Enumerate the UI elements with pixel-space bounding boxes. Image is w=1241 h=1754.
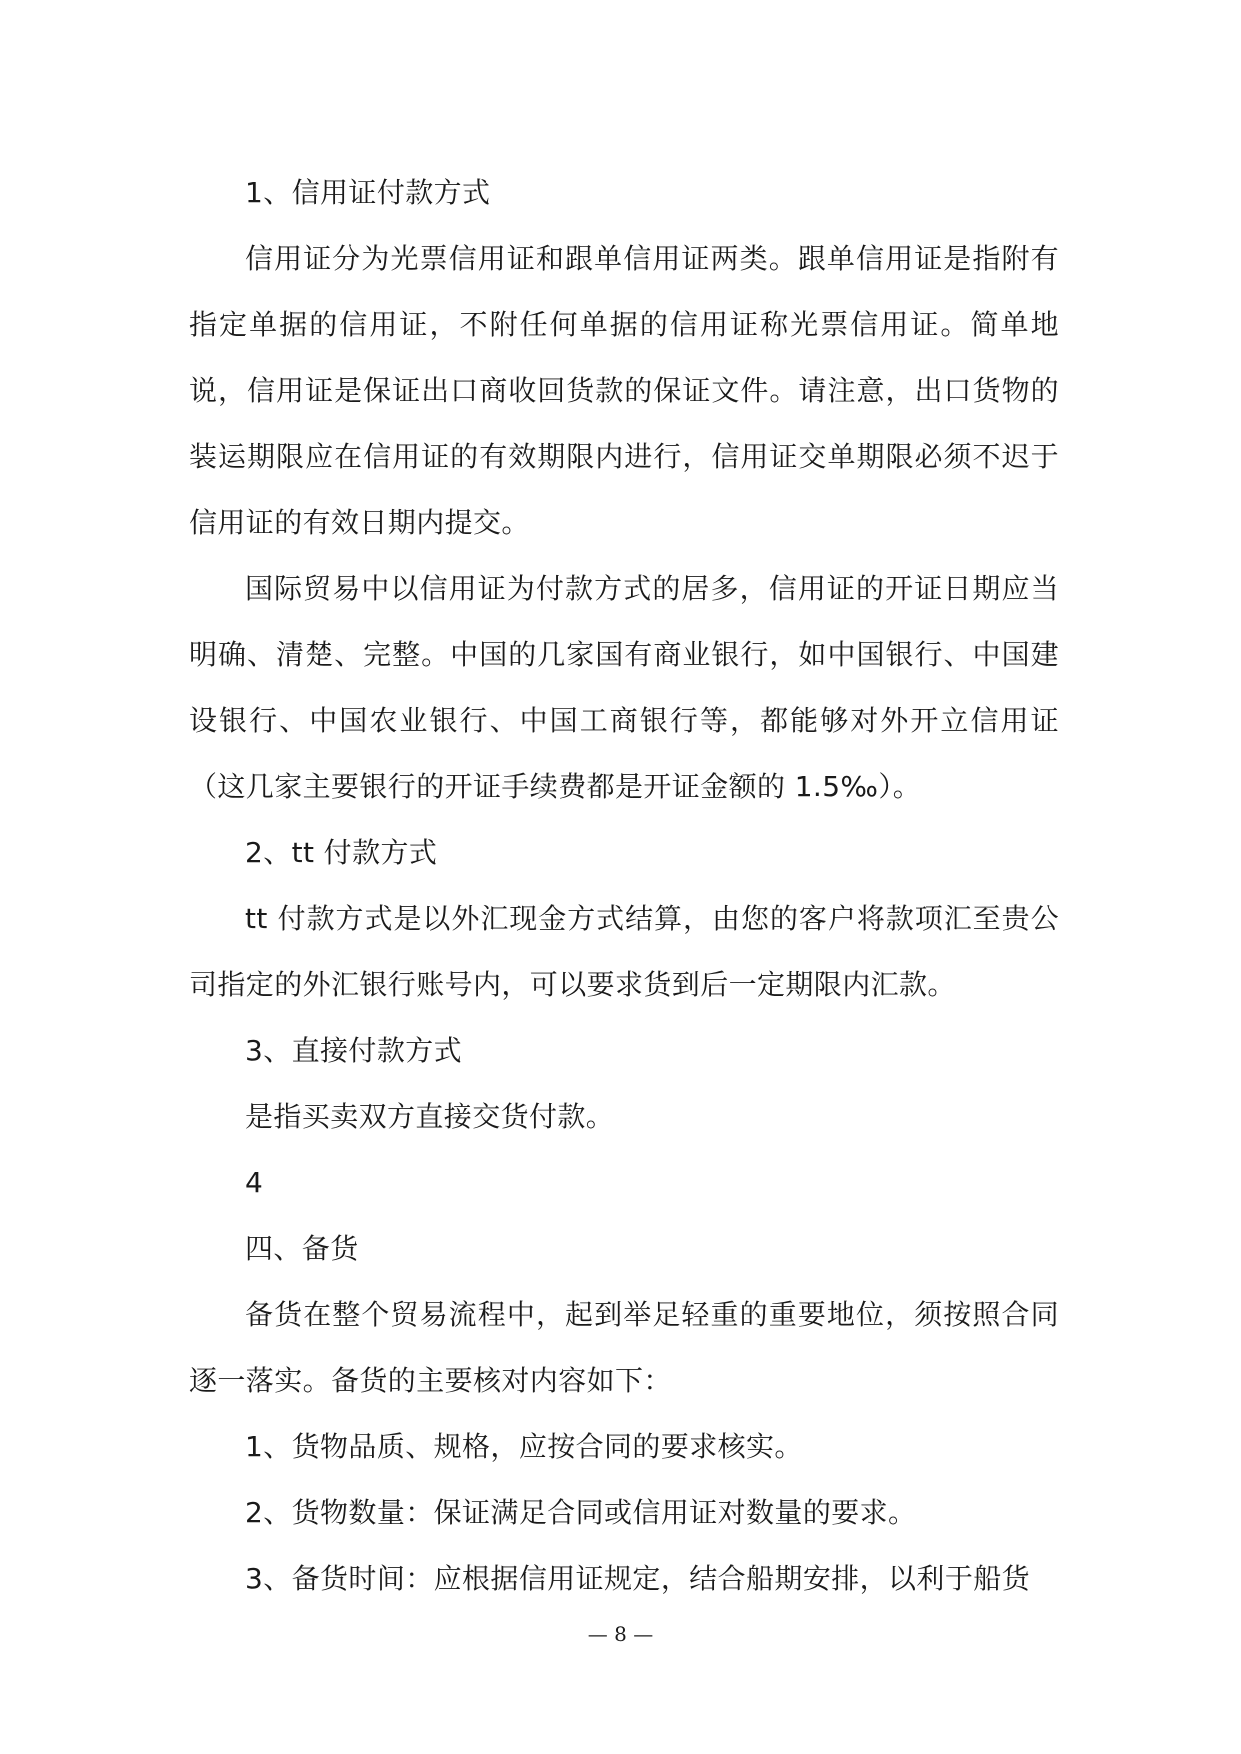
paragraph-international-trade-banks: 国际贸易中以信用证为付款方式的居多，信用证的开证日期应当明确、清楚、完整。中国的几家国有商业银行，如中国银行、中国建设银行、中国农业银行、中国工商银行等，都能够对外开立信用证（这几家主要银行的开证手续费都是开证金额的 1.5‰）。	[189, 572, 1059, 803]
list-item-quality: 1、货物品质、规格，应按合同的要求核实。	[245, 1430, 803, 1463]
list-item-quantity: 2、货物数量：保证满足合同或信用证对数量的要求。	[245, 1496, 917, 1529]
list-number-4: 4	[245, 1166, 264, 1199]
section-heading-direct-payment: 3、直接付款方式	[245, 1034, 463, 1067]
paragraph-stock-preparation: 备货在整个贸易流程中，起到举足轻重的重要地位，须按照合同逐一落实。备货的主要核对内容如下：	[189, 1298, 1059, 1397]
paragraph-letter-of-credit-types: 信用证分为光票信用证和跟单信用证两类。跟单信用证是指附有指定单据的信用证，不附任何单据的信用证称光票信用证。简单地说，信用证是保证出口商收回货款的保证文件。请注意，出口货物的装运期限应在信用证的有效期限内进行，信用证交单期限必须不迟于信用证的有效日期内提交。	[189, 242, 1059, 539]
section-heading-stock-preparation: 四、备货	[245, 1232, 359, 1265]
section-heading-letter-of-credit: 1、信用证付款方式	[245, 176, 491, 209]
list-item-timing: 3、备货时间：应根据信用证规定，结合船期安排，以利于船货	[245, 1562, 1031, 1595]
section-heading-tt-payment: 2、tt 付款方式	[245, 836, 438, 869]
page-number: — 8 —	[587, 1622, 654, 1646]
paragraph-tt-payment: tt 付款方式是以外汇现金方式结算，由您的客户将款项汇至贵公司指定的外汇银行账号内，可以要求货到后一定期限内汇款。	[189, 902, 1059, 1001]
document-body	[189, 160, 1059, 1612]
paragraph-direct-payment: 是指买卖双方直接交货付款。	[245, 1100, 615, 1133]
